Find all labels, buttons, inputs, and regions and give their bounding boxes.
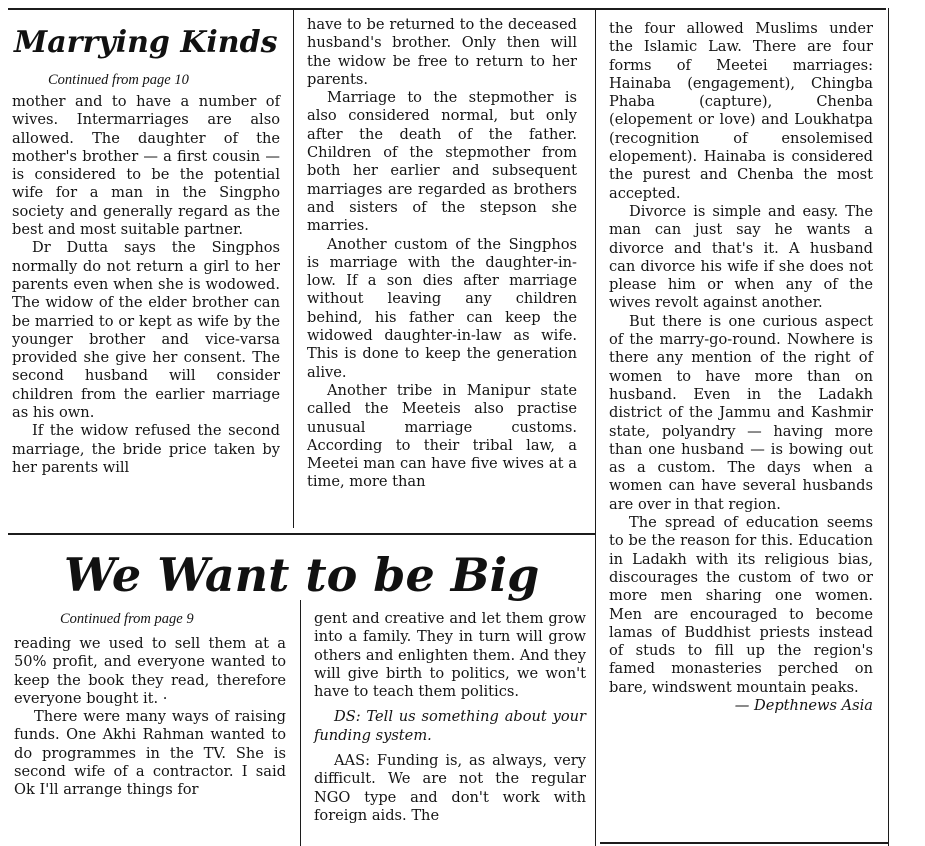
interview-question: DS: Tell us something about your funding system. bbox=[314, 708, 586, 744]
article2-column-2 bbox=[314, 610, 586, 825]
column-rule-1 bbox=[293, 10, 294, 528]
paragraph: Another tribe in Manipur state called the Meeteis also practise unusual marriage customs. According to their tribal law, a Meetei man can have five wives at a time, more than bbox=[307, 381, 577, 491]
article-credit: — Depthnews Asia bbox=[734, 696, 873, 714]
paragraph: AAS: Funding is, as always, very difficult. We are not the regular NGO type and don't work with foreign aids. The bbox=[314, 752, 586, 824]
paragraph: mother and to have a number of wives. Intermarriages are also allowed. The daughter of the mother's brother — a first cousin — is considered to be the potential wife for a man in the Singpho society and generally regard as the best and most suitable partner. bbox=[12, 93, 280, 239]
continued-from-note: Continued from page 9 bbox=[60, 611, 194, 627]
paragraph: have to be returned to the deceased husband's brother. Only then will the widow be free to return to her parents. bbox=[307, 16, 577, 88]
paragraph: Divorce is simple and easy. The man can just say he wants a divorce and that's it. A husband can divorce his wife if she does not please him or when any of the wives revolt against another. bbox=[609, 202, 873, 312]
paragraph: There were many ways of raising funds. One Akhi Rahman wanted to do programmes in the TV. She is second wife of a contractor. I said Ok I'll arrange things for bbox=[14, 708, 286, 799]
article-headline-marrying-kinds: Marrying Kinds bbox=[14, 25, 278, 60]
article1-column-2 bbox=[307, 16, 577, 492]
paragraph: gent and creative and let them grow into a family. They in turn will grow others and enlighten them. And they will give birth to politics, we won't have to teach them politics. bbox=[314, 610, 586, 701]
paragraph: But there is one curious aspect of the marry-go-round. Nowhere is there any mention of the right of women to have more than on husband. Even in the Ladakh district of the Jammu and Kashmir state, polyandry — having more than one husband — is bowing out as a custom. The days when a women can have several husbands are over in that region. bbox=[609, 312, 873, 513]
article2-column-1 bbox=[14, 635, 286, 800]
paragraph: the four allowed Muslims under the Islamic Law. There are four forms of Meetei marriages: Hainaba (engagement), Chingba Phaba (capture), Chenba (elopement or love) and Loukhatpa (recognition of ensolemised elopement). Hainaba is considered the purest and Chenba the most accepted. bbox=[609, 20, 873, 202]
paragraph: Another custom of the Singphos is marriage with the daughter-in-low. If a son dies after marriage without leaving any children behind, his father can keep the widowed daughter-in-law as wife. This is done to keep the generation alive. bbox=[307, 235, 577, 381]
right-margin-rule bbox=[888, 8, 889, 846]
column-rule-2 bbox=[595, 10, 596, 846]
bottom-right-rule bbox=[600, 842, 888, 844]
top-rule bbox=[8, 8, 886, 10]
article-headline-we-want-to-be-big: We Want to be Big bbox=[64, 548, 540, 602]
paragraph: If the widow refused the second marriage, the bride price taken by her parents will bbox=[12, 422, 280, 476]
column-rule-3 bbox=[300, 600, 301, 846]
article1-column-3 bbox=[609, 20, 873, 715]
article1-column-1 bbox=[12, 93, 280, 477]
paragraph: Marriage to the stepmother is also considered normal, but only after the death of the father. Children of the stepmother from both her earlier and subsequent marriages are regarded as brothers and sisters of the stepson she marries. bbox=[307, 89, 577, 235]
continued-from-note: Continued from page 10 bbox=[48, 72, 189, 88]
paragraph: Dr Dutta says the Singphos normally do not return a girl to her parents even when she is wodowed. The widow of the elder brother can be married to or kept as wife by the younger brother and vice-varsa provided she give her consent. The second husband will consider children from the earlier marriage as his own. bbox=[12, 239, 280, 422]
paragraph: reading we used to sell them at a 50% profit, and everyone wanted to keep the book they read, therefore everyone bought it. · bbox=[14, 635, 286, 707]
article-divider-rule bbox=[8, 533, 596, 535]
paragraph: The spread of education seems to be the reason for this. Education in Ladakh with its religious bias, discourages the custom of two or more men sharing one women. Men are encouraged to become lamas of Buddhist priests instead of studs to fill up the region's famed monasteries perched on bare, windswent mountain peaks. bbox=[609, 514, 873, 696]
